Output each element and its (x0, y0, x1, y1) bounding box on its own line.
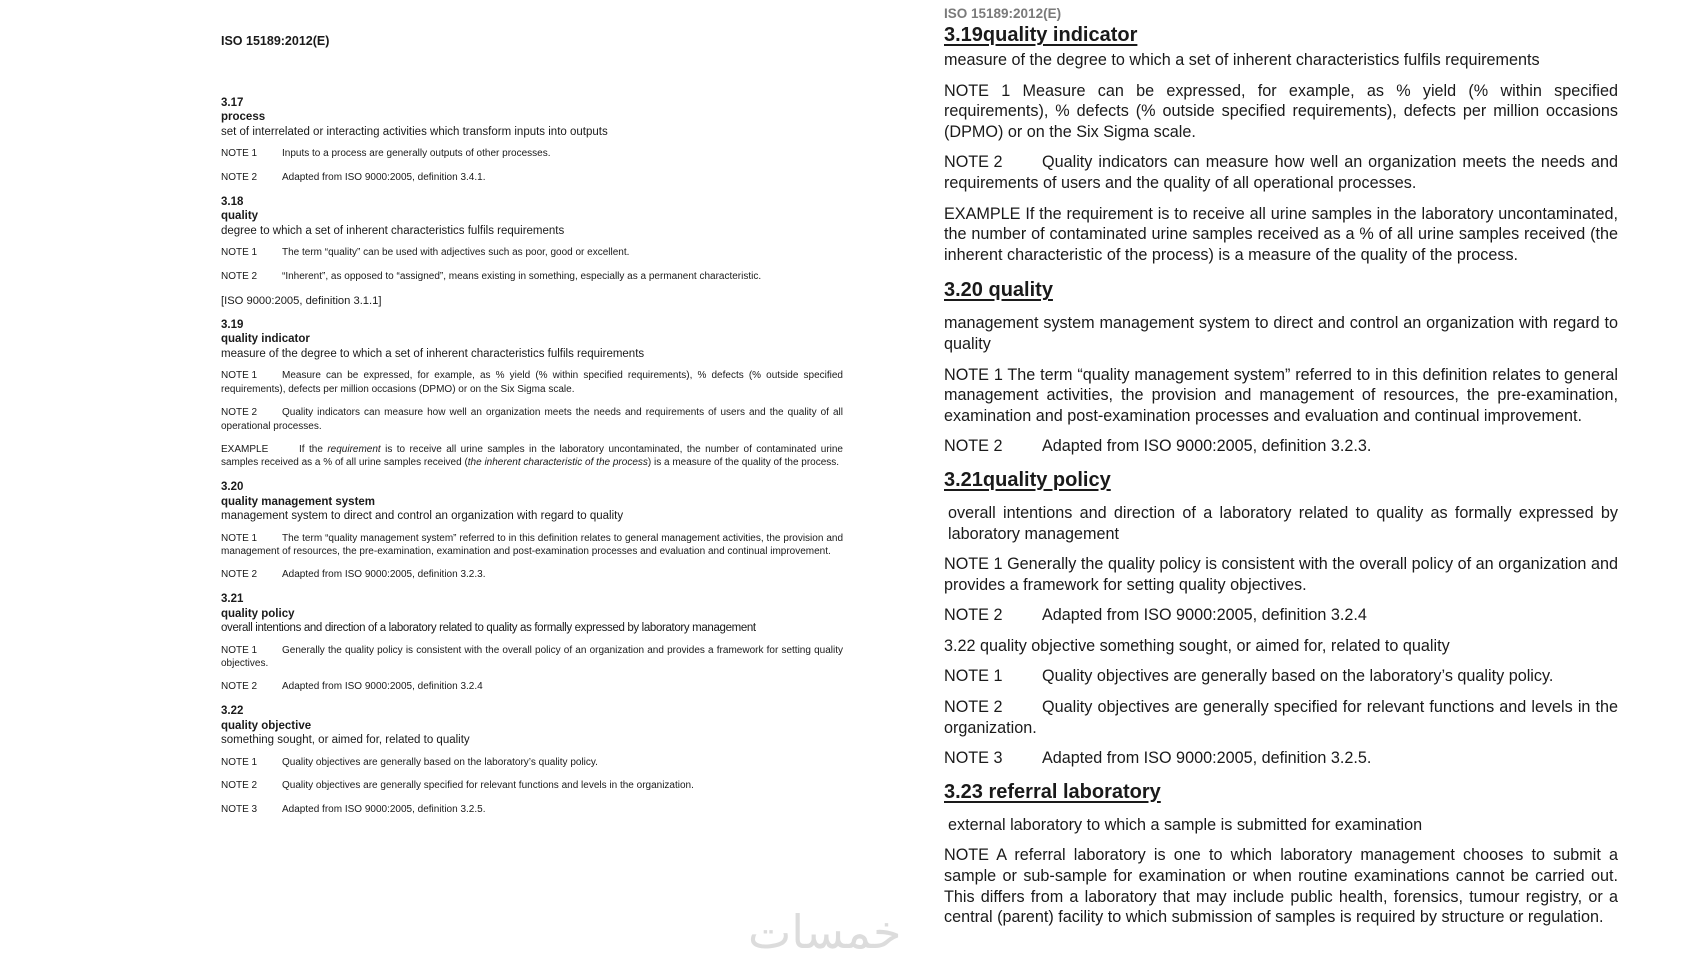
heading-3-20: 3.20 quality (944, 279, 1053, 302)
note-text: The term “quality management system” referred to in this definition relates to general management activities, the provision and management of resources, the pre-examination, examination and post-examination processes and evaluation and continual improvement. (221, 532, 843, 557)
entry-definition: measure of the degree to which a set of inherent characteristics fulfils requirements (221, 347, 645, 360)
example-text: ) is a measure of the quality of the process. (647, 457, 840, 469)
note-label: NOTE 1 (221, 247, 258, 259)
note (221, 270, 843, 283)
note-text: Quality objectives are generally based on the laboratory’s quality policy. (1042, 667, 1554, 686)
note-text: Inputs to a process are generally outputs of other processes. (282, 148, 551, 160)
entry-definition: management system to direct and control an organization with regard to quality (221, 509, 624, 522)
entry-number: 3.17 (221, 97, 244, 109)
note: NOTE 1 Measure can be expressed, for example, as % yield (% within specified requirements), % defects (% outside specified requirements), defects per million occasions (DPMO) or on the Six Sigma scale. (944, 81, 1618, 141)
entry-term: quality indicator (221, 333, 310, 346)
note-text: Generally the quality policy is consistent with the overall policy of an organization and provides a framework for setting quality objectives. (221, 644, 843, 669)
note-label: NOTE 2 (221, 270, 258, 282)
note-text: “Inherent”, as opposed to “assigned”, means existing in something, especially as a permanent characteristic. (282, 270, 762, 282)
definition: measure of the degree to which a set of inherent characteristics fulfils requirements (944, 51, 1540, 69)
note (221, 171, 843, 184)
example-emphasis: requirement (327, 444, 381, 456)
left-page-body (221, 96, 843, 827)
heading-3-19: 3.19quality indicator (944, 24, 1138, 46)
entry-term: quality (221, 210, 259, 223)
entry-number: 3.18 (221, 195, 244, 208)
note-text: Quality indicators can measure how well an organization meets the needs and requirements of users and the quality of all operational processes. (944, 153, 1618, 192)
note-label: NOTE 1 (221, 370, 258, 382)
source-reference: [ISO 9000:2005, definition 3.1.1] (221, 294, 382, 307)
note-text: Adapted from ISO 9000:2005, definition 3.2.4 (282, 681, 483, 693)
note-label: NOTE 2 (221, 407, 258, 419)
note-text: Measure can be expressed, for example, as % yield (% within specified requirements), % defects (% outside specified requirements), defects per million occasions (DPMO) or on the Six Sigma scale. (221, 370, 843, 395)
note (944, 605, 1618, 626)
entry-definition: set of interrelated or interacting activities which transform inputs into outputs (221, 125, 608, 138)
note-label: NOTE 2 (221, 172, 258, 184)
heading-3-23: 3.23 referral laboratory (944, 780, 1161, 803)
note (221, 369, 843, 395)
entry-term: quality policy (221, 607, 295, 620)
entry-definition: overall intentions and direction of a laboratory related to quality as formally expressed by laboratory management (221, 621, 756, 634)
note-label: NOTE 2 (944, 698, 1003, 717)
note-label: NOTE 2 (944, 437, 1003, 456)
note-label: NOTE 2 (944, 606, 1003, 625)
note: NOTE 1 Generally the quality policy is consistent with the overall policy of an organization and provides a framework for setting quality objectives. (944, 555, 1618, 594)
note-label: NOTE 3 (221, 804, 258, 815)
definition: external laboratory to which a sample is submitted for examination (948, 815, 1423, 834)
entry-number: 3.20 (221, 481, 244, 494)
note-text: Adapted from ISO 9000:2005, definition 3.2.3. (282, 569, 486, 581)
page-header: ISO 15189:2012(E) (221, 34, 330, 48)
note (221, 532, 843, 558)
note-label: NOTE 3 (944, 749, 1003, 768)
note-text: Adapted from ISO 9000:2005, definition 3.2.3. (1042, 437, 1372, 456)
definition: overall intentions and direction of a laboratory related to quality as formally expressed by laboratory management (948, 503, 1618, 543)
example-emphasis: the inherent characteristic of the process (467, 457, 648, 469)
note (221, 644, 843, 670)
note-label: NOTE 2 (221, 681, 258, 693)
entry-3-20 (221, 480, 843, 582)
note-label: NOTE 2 (944, 153, 1003, 172)
entry-3-17 (221, 96, 843, 184)
definition: 3.22 quality objective something sought, or aimed for, related to quality (944, 636, 1450, 655)
definition: management system management system to direct and control an organization with regard to quality (944, 314, 1618, 353)
entry-3-22 (221, 704, 843, 816)
entry-number: 3.19 (221, 319, 244, 332)
note (221, 756, 843, 769)
note-text: Adapted from ISO 9000:2005, definition 3.2.5. (1042, 749, 1372, 768)
right-document-page (930, 0, 1700, 970)
entry-term: process (221, 111, 266, 124)
entry-3-21 (221, 592, 843, 694)
entry-3-18 (221, 195, 843, 308)
entry-term: quality objective (221, 719, 312, 732)
note-text: Adapted from ISO 9000:2005, definition 3.2.5. (282, 804, 486, 815)
note-label: NOTE 2 (221, 569, 258, 581)
right-page-body (944, 22, 1618, 938)
note-label: NOTE 1 (221, 532, 258, 544)
note-label: NOTE 1 (221, 148, 258, 160)
note-text: Adapted from ISO 9000:2005, definition 3.4.1. (282, 172, 486, 184)
note: NOTE 1 The term “quality management system” referred to in this definition relates to general management activities, the provision and management of resources, the pre-examination, examination and post-examination processes and evaluation and continual improvement. (944, 365, 1618, 425)
note-label: NOTE 2 (221, 780, 258, 792)
note: NOTE A referral laboratory is one to which laboratory management chooses to submit a sample or sub-sample for examination or when routine examinations cannot be carried out. This differs from a laboratory that may include public health, forensics, tumour registry, or a central (parent) facility to which submission of samples is required by structure or regulation. (944, 846, 1618, 927)
page-header: ISO 15189:2012(E) (944, 6, 1062, 21)
example (221, 443, 843, 469)
note (221, 246, 843, 259)
note (944, 697, 1618, 738)
note-text: Quality objectives are generally specified for relevant functions and levels in the organization. (944, 698, 1618, 737)
note-text: Adapted from ISO 9000:2005, definition 3.2.4 (1042, 606, 1367, 625)
note (221, 406, 843, 432)
note (944, 436, 1618, 457)
note (221, 147, 843, 160)
entry-definition: degree to which a set of inherent characteristics fulfils requirements (221, 224, 565, 237)
note-text: Quality objectives are generally specified for relevant functions and levels in the organization. (282, 780, 694, 792)
note-text: Quality objectives are generally based on the laboratory’s quality policy. (282, 756, 598, 768)
example-label: EXAMPLE (221, 444, 269, 456)
note (221, 803, 843, 816)
example: EXAMPLE If the requirement is to receive all urine samples in the laboratory uncontaminated, the number of contaminated urine samples received as a % of all urine samples received (the inherent characteristic of the process) is a measure of the quality of the process. (944, 204, 1618, 264)
example-text: If the (299, 444, 328, 456)
entry-number: 3.22 (221, 705, 244, 718)
note (221, 779, 843, 792)
note-text: Quality indicators can measure how well an organization meets the needs and requirements of users and the quality of all operational processes. (221, 407, 843, 432)
note-label: NOTE 1 (221, 756, 258, 768)
entry-definition: something sought, or aimed for, related to quality (221, 734, 470, 746)
watermark: خمسات (748, 905, 902, 959)
note (944, 152, 1618, 193)
note (944, 666, 1618, 687)
entry-term: quality management system (221, 495, 376, 508)
entry-3-19 (221, 318, 843, 470)
example-text: is to receive all urine samples in the laboratory uncontaminated, the number of contaminated urine samples received as a % of all urine samples received ( (221, 444, 843, 469)
note-label: NOTE 1 (221, 644, 258, 656)
note (944, 748, 1618, 769)
heading-3-21: 3.21quality policy (944, 468, 1111, 491)
note-text: The term “quality” can be used with adjectives such as poor, good or excellent. (282, 247, 630, 259)
entry-number: 3.21 (221, 593, 244, 606)
note-label: NOTE 1 (944, 667, 1003, 686)
note (221, 568, 843, 581)
note (221, 680, 843, 693)
